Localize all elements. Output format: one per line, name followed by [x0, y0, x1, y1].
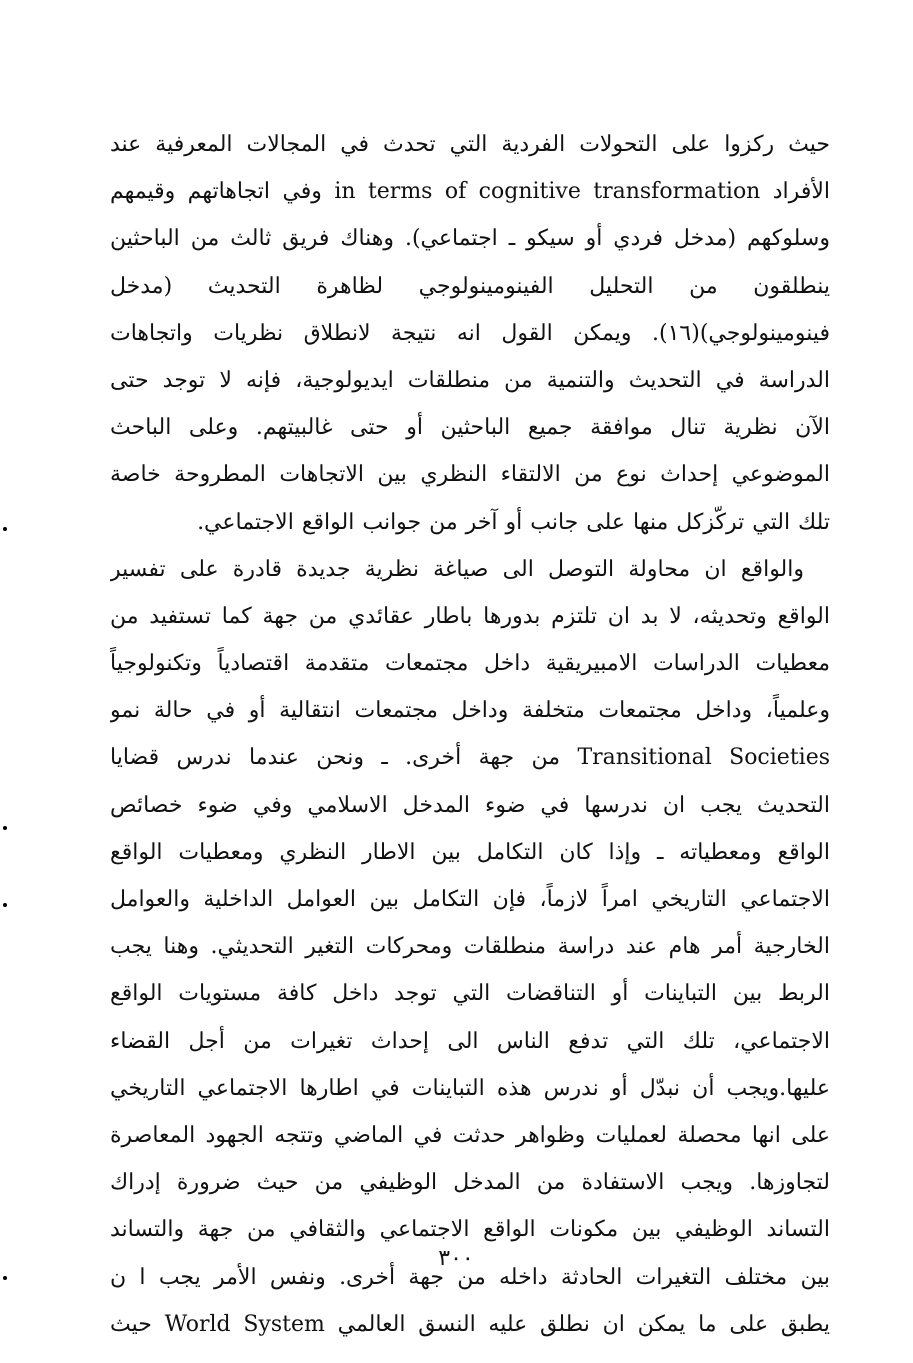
text-line-17: الاجتماعي التاريخي امراً لازماً، فإن التكامل بين العوامل الداخلية والعوامل [110, 887, 830, 912]
text-line-6: الدراسة في التحديث والتنمية من منطلقات ايديولوجية، فإنه لا توجد حتى [110, 367, 830, 393]
text-line-2: الأفراد in terms of cognitive transformation وفي اتجاهاتهم وقيمهم [110, 179, 830, 205]
text-line-11: الواقع وتحديثه، لا بد ان تلتزم بدورها باطار عقائدي من جهة كما تستفيد من [110, 603, 830, 629]
text-line-16: الواقع ومعطياته ـ وإذا كان التكامل بين الاطار النظري ومعطيات الواقع [110, 839, 830, 865]
text-line-22: على انها محصلة لعمليات وظواهر حدثت في الماضي وتتجه الجهود المعاصرة [110, 1122, 830, 1148]
text-line-14: Transitional Societies من جهة أخرى. ـ ونحن عندما ندرس قضايا [110, 745, 830, 771]
text-line-25: بين مختلف التغيرات الحادثة داخله من جهة أخرى. ونفس الأمر يجب ا ن [110, 1264, 830, 1290]
text-line-19: الربط بين التباينات أو التناقضات التي توجد داخل كافة مستويات الواقع [110, 981, 830, 1007]
text-line-3: وسلوكهم (مدخل فردي أو سيكو ـ اجتماعي). وهناك فريق ثالث من الباحثين [110, 226, 830, 252]
body-text [110, 121, 830, 1348]
text-line-1: حيث ركزوا على التحولات الفردية التي تحدث في المجالات المعرفية عند [110, 132, 830, 157]
text-line-15: التحديث يجب ان ندرسها في ضوء المدخل الاسلامي وفي ضوء خصائص [110, 792, 830, 818]
text-line-10: والواقع ان محاولة التوصل الى صياغة نظرية جديدة قادرة على تفسير [110, 556, 804, 582]
scan-edge-mark [3, 826, 7, 830]
page-number: ٣٠٠ [438, 1246, 474, 1271]
text-line-20: الاجتماعي، تلك التي تدفع الناس الى إحداث تغيرات من أجل القضاء [110, 1028, 830, 1054]
text-line-18: الخارجية أمر هام عند دراسة منطلقات ومحركات التغير التحديثي. وهنا يجب [110, 934, 830, 960]
text-line-12: معطيات الدراسات الامبيريقية داخل مجتمعات متقدمة اقتصادياً وتكنولوجياً [110, 651, 830, 677]
text-line-4: ينطلقون من التحليل الفينومينولوجي لظاهرة التحديث (مدخل [110, 273, 830, 299]
text-line-23: لتجاوزها. ويجب الاستفادة من المدخل الوظيفي من حيث ضرورة إدراك [110, 1170, 830, 1196]
text-line-7: الآن نظرية تنال موافقة جميع الباحثين أو حتى غالبيتهم. وعلى الباحث [110, 415, 830, 441]
text-line-21: عليها.ويجب أن نبدّل أو ندرس هذه التباينات في اطارها الاجتماعي التاريخي [110, 1075, 830, 1101]
scan-edge-mark [3, 527, 7, 531]
scan-edge-mark [3, 1276, 7, 1280]
text-line-8: الموضوعي إحداث نوع من الالتقاء النظري بين الاتجاهات المطروحة خاصة [110, 462, 830, 488]
text-line-13: وعلمياً، وداخل مجتمعات متخلفة وداخل مجتمعات انتقالية أو في حالة نمو [110, 698, 830, 724]
text-line-24: التساند الوظيفي بين مكونات الواقع الاجتماعي والثقافي من جهة والتساند [110, 1217, 830, 1243]
text-line-26: يطبق على ما يمكن ان نطلق عليه النسق العالمي World System حيث [110, 1311, 830, 1337]
text-line-5: فينومينولوجي)(١٦). ويمكن القول انه نتيجة لانطلاق نظريات واتجاهات [110, 320, 830, 346]
scan-edge-mark [3, 903, 7, 907]
text-line-9: تلك التي تركّزكل منها على جانب أو آخر من جوانب الواقع الاجتماعي. [197, 509, 830, 535]
